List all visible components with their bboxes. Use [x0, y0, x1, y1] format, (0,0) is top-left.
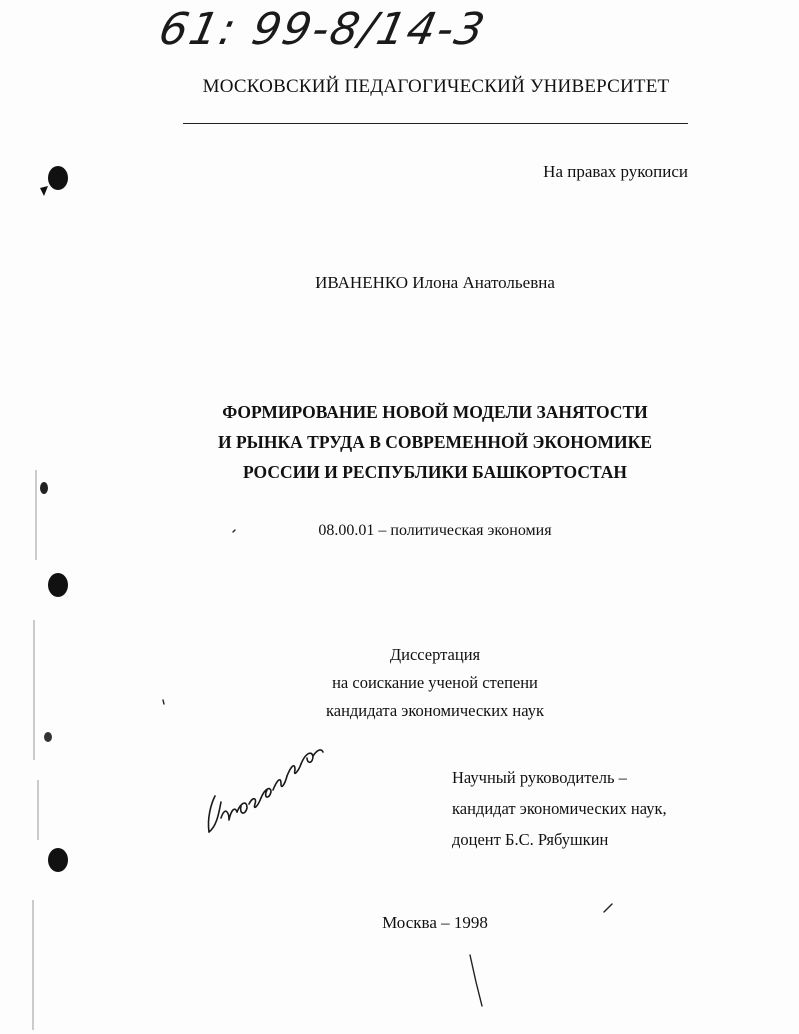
archive-handwritten-mark: 61: 99-8/14-3: [154, 4, 491, 55]
degree-line-1: Диссертация: [389, 645, 481, 664]
header-divider: [183, 123, 688, 124]
degree-block: [240, 641, 630, 725]
supervisor-line-1: Научный руководитель –: [452, 768, 627, 787]
supervisor-line-3: доцент Б.С. Рябушкин: [452, 830, 609, 849]
hole-punch-mark-1: [48, 166, 68, 190]
university-name: МОСКОВСКИЙ ПЕДАГОГИЧЕСКИЙ УНИВЕРСИТЕТ: [202, 76, 670, 97]
handwritten-signature: [195, 740, 335, 840]
degree-line-3: кандидата экономических наук: [325, 701, 544, 720]
hole-punch-mark-4: [44, 732, 52, 742]
specialty-code: 08.00.01 – политическая экономия: [318, 522, 552, 539]
hole-punch-mark-3: [48, 573, 68, 597]
degree-line-2: на соискание ученой степени: [332, 673, 538, 692]
hole-punch-mark-2: [40, 482, 48, 494]
hole-punch-mark-5: [48, 848, 68, 872]
title-line-1: ФОРМИРОВАНИЕ НОВОЙ МОДЕЛИ ЗАНЯТОСТИ: [222, 402, 648, 422]
city-year: Москва – 1998: [382, 913, 488, 932]
title-line-3: РОССИИ И РЕСПУБЛИКИ БАШКОРТОСТАН: [242, 462, 628, 482]
supervisor-line-2: кандидат экономических наук,: [452, 799, 667, 818]
title-line-2: И РЫНКА ТРУДА В СОВРЕМЕННОЙ ЭКОНОМИКЕ: [217, 432, 653, 452]
dissertation-title: [180, 397, 690, 487]
manuscript-rights-note: На правах рукописи: [543, 162, 688, 181]
author-name: ИВАНЕНКО Илона Анатольевна: [315, 273, 555, 292]
scan-margin-marks: [0, 0, 80, 1034]
supervisor-block: [452, 762, 667, 855]
